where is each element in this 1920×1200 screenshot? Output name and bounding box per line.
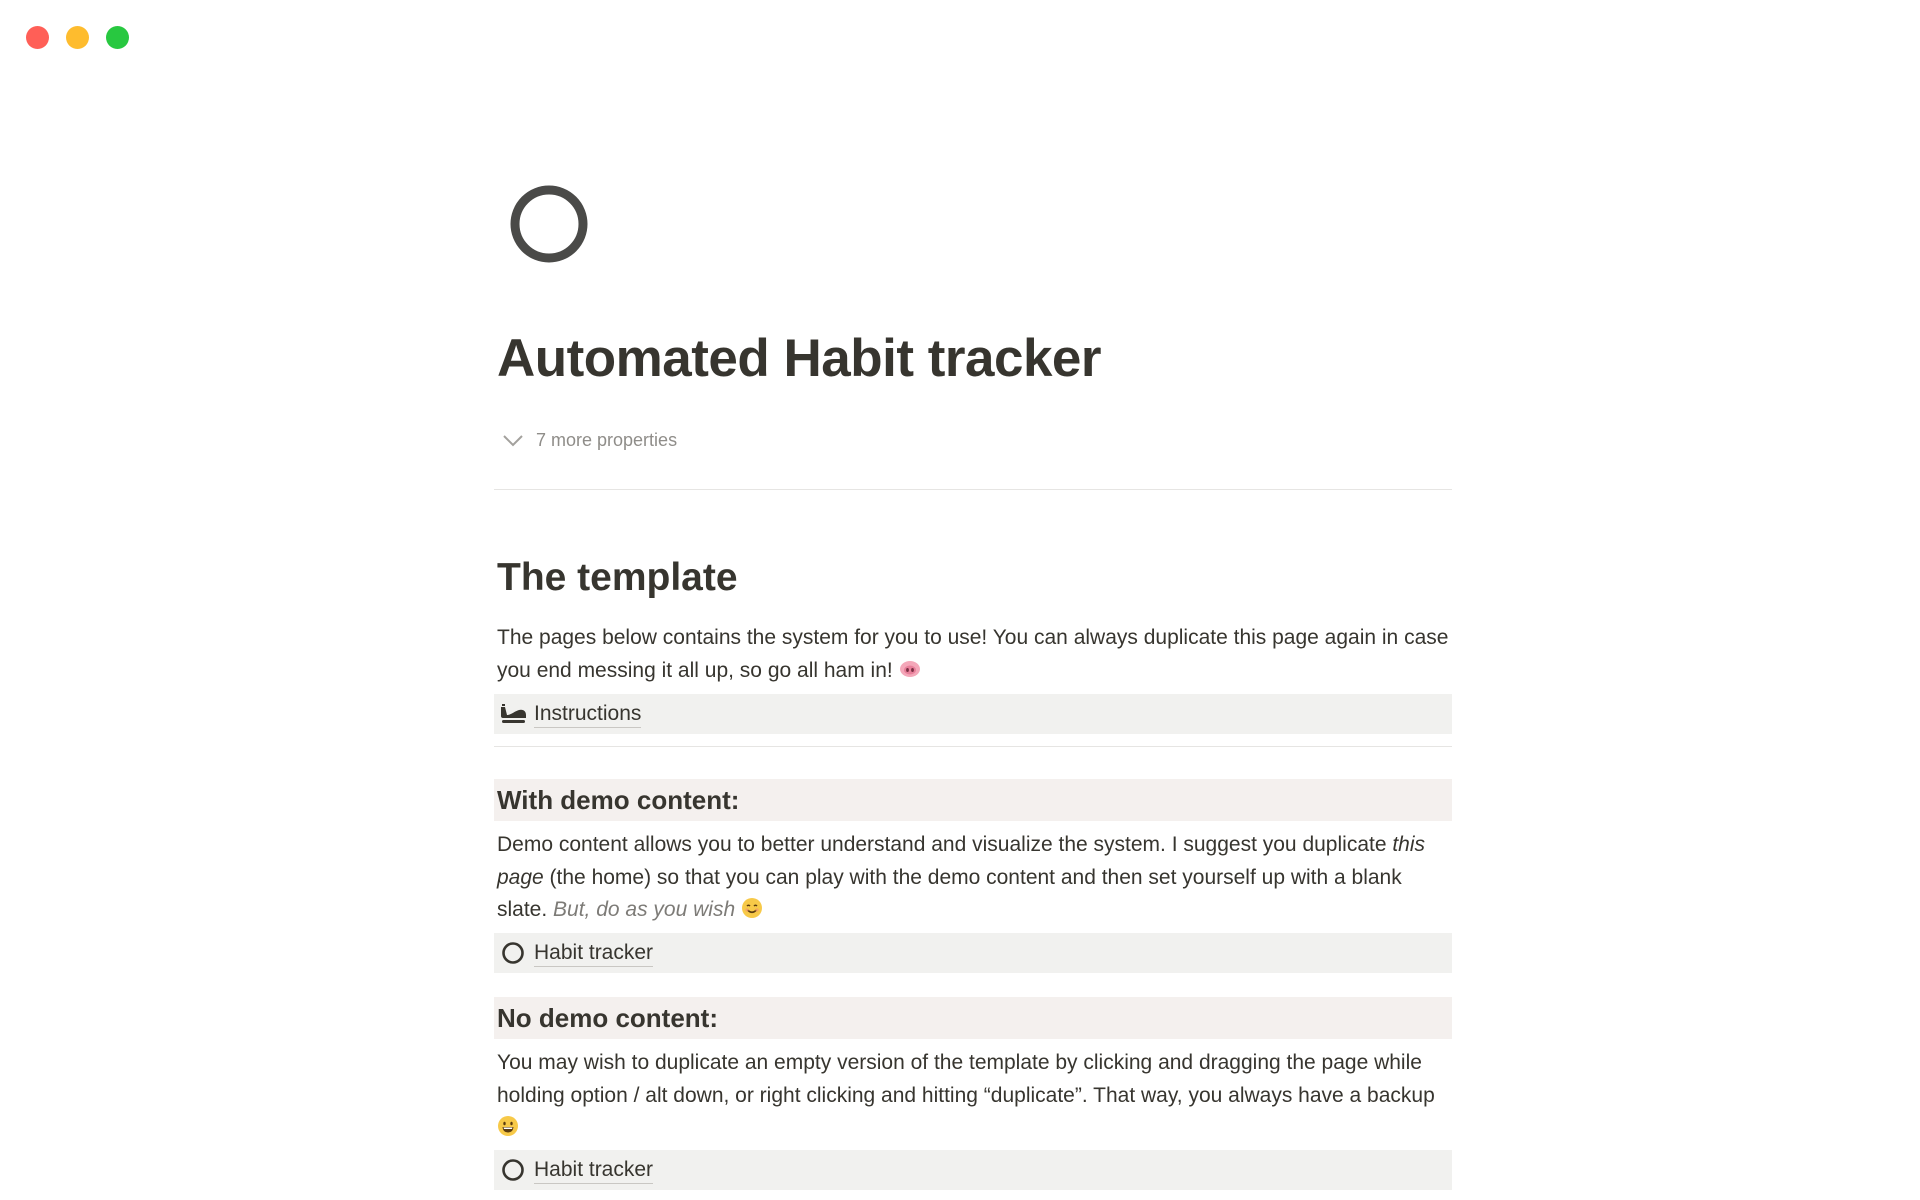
habit-tracker-empty-page-link[interactable] [494,1150,1452,1190]
template-paragraph-text: The pages below contains the system for you to use! You can always duplicate this page again in case you end messing it all up, so go all ham in! [497,626,1449,682]
with-demo-text-2: (the home) so that you can play with the demo content and then set yourself up with a blank slate. [497,865,1402,921]
close-window-button[interactable] [26,26,49,49]
section-heading-no-demo: No demo content: [497,1002,718,1033]
pig-nose-emoji [899,658,921,691]
with-demo-paragraph [497,829,1449,930]
chevron-down-icon [502,434,524,448]
with-demo-text-1: Demo content allows you to better understand and visualize the system. I suggest you duplicate [497,833,1393,856]
with-demo-italic: this page [497,833,1426,889]
window-controls [26,26,129,49]
smiling-face-emoji [741,897,763,930]
habit-tracker-demo-page-link[interactable] [494,933,1452,973]
circle-outline-icon [498,1155,528,1185]
more-properties-toggle[interactable] [502,430,677,451]
with-demo-heading-block [494,779,1452,821]
habit-tracker-demo-link-label: Habit tracker [534,940,653,967]
template-paragraph [497,622,1449,690]
section-divider [494,746,1452,747]
minimize-window-button[interactable] [66,26,89,49]
no-demo-paragraph [497,1047,1449,1148]
zoom-window-button[interactable] [106,26,129,49]
properties-divider [494,489,1452,490]
no-demo-paragraph-text: You may wish to duplicate an empty version of the template by clicking and dragging the page while holding option / alt down, or right clicking and hitting “duplicate”. That way, you always have a backup [497,1051,1435,1107]
more-properties-label: 7 more properties [536,430,678,450]
circle-outline-icon [498,938,528,968]
shoe-icon [498,699,528,729]
instructions-link-label: Instructions [534,701,641,728]
with-demo-muted-text: But, do as you wish [553,898,736,921]
instructions-page-link[interactable] [494,694,1452,734]
section-heading-template: The template [497,556,738,599]
habit-tracker-empty-link-label: Habit tracker [534,1157,653,1184]
circle-outline-icon[interactable] [509,184,589,264]
no-demo-heading-block [494,997,1452,1039]
page-title[interactable]: Automated Habit tracker [497,329,1102,388]
section-heading-with-demo: With demo content: [497,784,740,815]
grinning-face-emoji [497,1115,519,1148]
